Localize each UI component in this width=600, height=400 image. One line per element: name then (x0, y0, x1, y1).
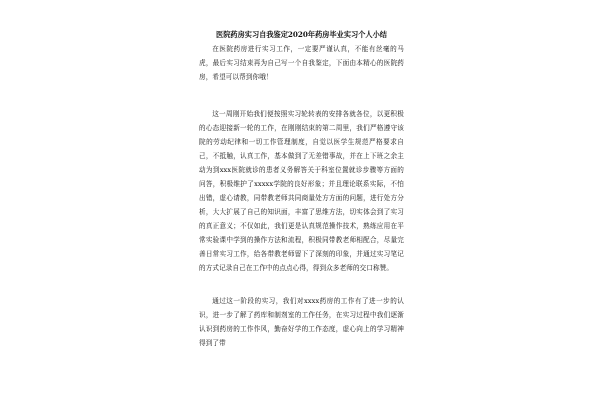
paragraph-summary: 通过这一阶段的实习，我们对xxxx药房的工作有了进一步的认识，进一步了解了药库和制剂室的工作任务，在实习过程中我们逐渐认识到药房的工作作风，勤奋好学的工作态度，虚心向上的学习精神得到了带 (199, 297, 404, 347)
paragraph-spacer (199, 275, 404, 294)
paragraph-spacer (199, 84, 404, 107)
document-title: 医院药房实习自我鉴定2020年药房毕业实习个人小结 (216, 30, 387, 39)
document-body (199, 30, 404, 350)
paragraph-first-week: 这一周刚开始我们便按照实习轮转表的安排各就各位，以更积极的心态迎接新一轮的工作，在刚刚结束的第二周里，我们严格遵守该院的劳动纪律和一切工作管理制度，自觉以医学生规范严格要求自己，不抵触，认真工作，基本做到了无差错事故，并在上下班之余主动为到xxx医院就诊的患者义务解答关于科室位置就诊步骤等方面的问答，积极维护了xxxxx学院的良好形象；并且理论联系实际，不怕出错，虚心请教，同带教老师共同商量处方方面的问题，进行处方分析，大大扩展了自己的知识面，丰富了思维方法，切实体会到了实习的真正意义；不仅如此，我们更是认真规范操作技术，熟练应用在平常实验课中学到的操作方法和流程，积极同带教老师相配合，尽量完善日常实习工作，给各带教老师留下了深刻的印象，并通过实习笔记的方式记录自己在工作中的点点心得，得到众多老师的交口称赞。 (199, 110, 404, 272)
paragraph-intro: 在医院药房进行实习工作，一定要严谨认真，不能有丝毫的马虎，最后实习结束再为自己写一个自我鉴定，下面由本精心的医院药房，希望可以帮到你哦！ (199, 45, 404, 81)
